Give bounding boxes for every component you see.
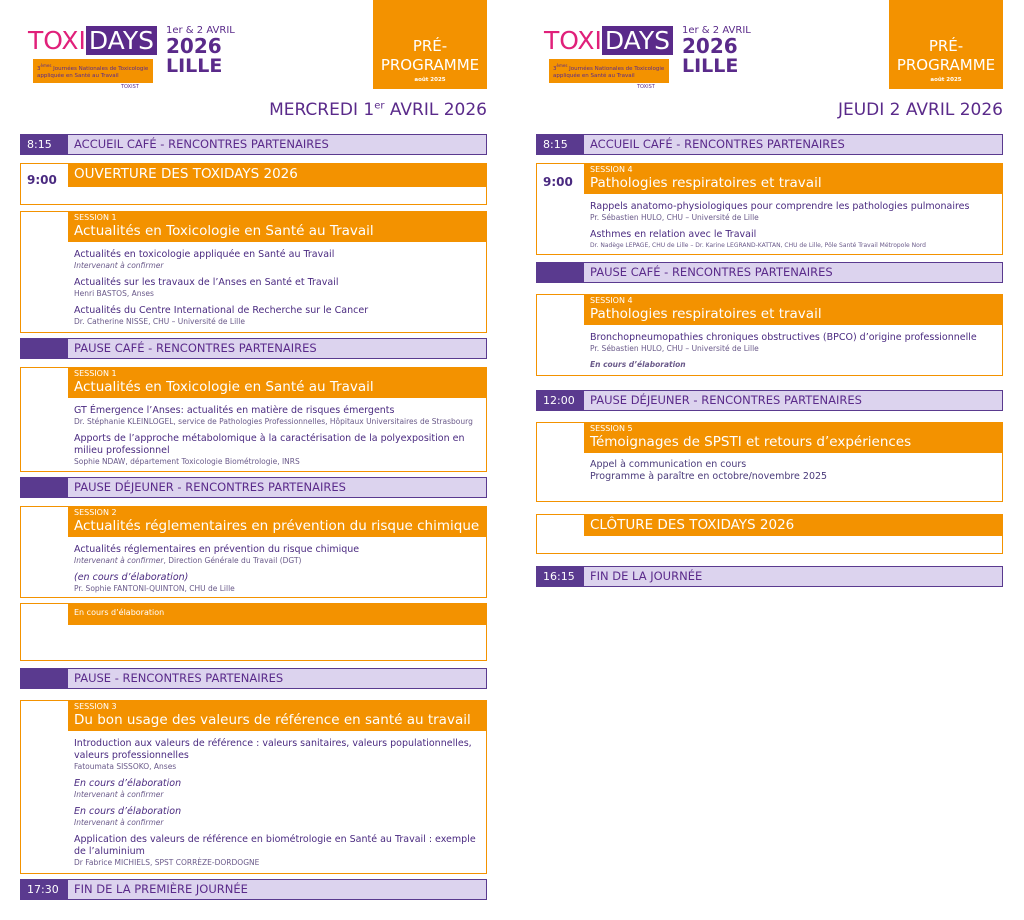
logo-days: DAYS bbox=[602, 26, 673, 55]
list-item: Asthmes en relation avec le Travail Dr. Nadège LEPAGE, CHU de Lille – Dr. Karine LEGRAND-KATTAN, CHU de Lille, Pôle Santé Travail Métropole Nord bbox=[590, 229, 926, 249]
event-dates: 1er & 2 AVRIL 2026 LILLE bbox=[682, 25, 751, 77]
day-title: JEUDI 2 AVRIL 2026 bbox=[837, 100, 1003, 120]
preprogram-badge: PRÉ- PROGRAMME août 2025 bbox=[373, 0, 487, 89]
day1-column bbox=[20, 0, 490, 920]
agenda-bar-pause: PAUSE - RENCONTRES PARTENAIRES bbox=[20, 668, 487, 689]
logo-toxi: TOXI bbox=[544, 26, 602, 55]
agenda-block-session3: SESSION 3 Du bon usage des valeurs de référence en santé au travail Introduction aux valeurs de référence : valeurs sanitaires, valeurs populationnelles, valeurs professionnelles Fatoumata SISSOKO, Anses En cours d’élaboration Intervenant à confirmer En cours d’élaboration Intervenant à confirmer Application des valeurs de référence en biométrologie en Santé au Travail : exemple de l’aluminium Dr Fabrice MICHIELS, SPST CORRÈZE-DORDOGNE bbox=[20, 700, 487, 874]
agenda-block-session4a: 9:00 SESSION 4 Pathologies respiratoires et travail Rappels anatomo-physiologiques pour comprendre les pathologies pulmonaires Pr. Sébastien HULO, CHU – Université de Lille Asthmes en relation avec le Travail Dr. Nadège LEPAGE, CHU de Lille – Dr. Karine LEGRAND-KATTAN, CHU de Lille, Pôle Santé Travail Métropole Nord bbox=[536, 163, 1003, 255]
agenda-bar-pause-cafe: PAUSE CAFÉ - RENCONTRES PARTENAIRES bbox=[20, 338, 487, 359]
list-item: En cours d’élaboration Intervenant à confirmer bbox=[74, 778, 182, 799]
preprogram-badge: PRÉ- PROGRAMME août 2025 bbox=[889, 0, 1003, 89]
logo-toxi: TOXI bbox=[28, 26, 86, 55]
agenda-block-ouverture: 9:00 OUVERTURE DES TOXIDAYS 2026 bbox=[20, 163, 487, 205]
list-item: Actualités en toxicologie appliquée en Santé au Travail Intervenant à confirmer bbox=[74, 249, 335, 270]
agenda-bar-accueil: 8:15 ACCUEIL CAFÉ - RENCONTRES PARTENAIRES bbox=[20, 134, 487, 155]
logo-brand: TOXIST bbox=[637, 84, 655, 90]
agenda-bar-accueil: 8:15 ACCUEIL CAFÉ - RENCONTRES PARTENAIRES bbox=[536, 134, 1003, 155]
agenda-block-session1b: SESSION 1 Actualités en Toxicologie en Santé au Travail GT Émergence l’Anses: actualités en matière de risques émergents Dr. Stéphanie KLEINLOGEL, service de Pathologies Professionnelles, Hôpitaux Universitaires de Strasbourg Apports de l’approche métabolomique à la caractérisation de la polyexposition en milieu professionnel Sophie NDAW, département Toxicologie Biométrologie, INRS bbox=[20, 367, 487, 472]
day2-column bbox=[536, 0, 1006, 920]
agenda-bar-fin: 16:15 FIN DE LA JOURNÉE bbox=[536, 566, 1003, 587]
list-item: En cours d’élaboration Intervenant à confirmer bbox=[74, 806, 182, 827]
list-item: Actualités sur les travaux de l’Anses en Santé et Travail Henri BASTOS, Anses bbox=[74, 277, 339, 298]
agenda-block-session2: SESSION 2 Actualités réglementaires en prévention du risque chimique Actualités réglementaires en prévention du risque chimique Intervenant à confirmer, Direction Générale du Travail (DGT) (en cours d’élaboration) Pr. Sophie FANTONI-QUINTON, CHU de Lille bbox=[20, 506, 487, 598]
list-item: Actualités réglementaires en prévention du risque chimique Intervenant à confirmer, Direction Générale du Travail (DGT) bbox=[74, 544, 360, 565]
list-item: Apports de l’approche métabolomique à la caractérisation de la polyexposition en milieu professionnel Sophie NDAW, département Toxicologie Biométrologie, INRS bbox=[74, 433, 465, 466]
list-item: Application des valeurs de référence en biométrologie en Santé au Travail : exemple de l’aluminium Dr Fabrice MICHIELS, SPST CORRÈZE-DORDOGNE bbox=[74, 834, 476, 867]
agenda-bar-dejeuner: 12:00 PAUSE DÉJEUNER - RENCONTRES PARTENAIRES bbox=[536, 390, 1003, 411]
day-title: MERCREDI 1er AVRIL 2026 bbox=[269, 100, 487, 120]
agenda-block-session4b: SESSION 4 Pathologies respiratoires et travail Bronchopneumopathies chroniques obstructives (BPCO) d’origine professionnelle Pr. Sébastien HULO, CHU – Université de Lille En cours d’élaboration bbox=[536, 294, 1003, 376]
list-item: Actualités du Centre International de Recherche sur le Cancer Dr. Catherine NISSE, CHU – Université de Lille bbox=[74, 305, 369, 326]
list-item: Bronchopneumopathies chroniques obstructives (BPCO) d’origine professionnelle Pr. Sébastien HULO, CHU – Université de Lille bbox=[590, 332, 977, 353]
list-item: GT Émergence l’Anses: actualités en matière de risques émergents Dr. Stéphanie KLEINLOGEL, service de Pathologies Professionnelles, Hôpitaux Universitaires de Strasbourg bbox=[74, 405, 473, 426]
logo-days: DAYS bbox=[86, 26, 157, 55]
list-item: Rappels anatomo-physiologiques pour comprendre les pathologies pulmonaires Pr. Sébastien HULO, CHU – Université de Lille bbox=[590, 201, 970, 222]
agenda-block-cloture: CLÔTURE DES TOXIDAYS 2026 bbox=[536, 514, 1003, 554]
agenda-bar-fin: 17:30 FIN DE LA PREMIÈRE JOURNÉE bbox=[20, 879, 487, 900]
agenda-block-session5: SESSION 5 Témoignages de SPSTI et retours d’expériences Appel à communication en cours Programme à paraître en octobre/novembre 2025 bbox=[536, 422, 1003, 502]
logo-subtitle: 3èmes Journées Nationales de Toxicologie appliquée en Santé au Travail bbox=[33, 59, 153, 83]
list-item: Introduction aux valeurs de référence : valeurs sanitaires, valeurs populationnelles, valeurs professionnelles Fatoumata SISSOKO, Anses bbox=[74, 738, 472, 771]
agenda-bar-pause-cafe: PAUSE CAFÉ - RENCONTRES PARTENAIRES bbox=[536, 262, 1003, 283]
list-item: En cours d’élaboration bbox=[590, 360, 686, 369]
logo-brand: TOXIST bbox=[121, 84, 139, 90]
agenda-block-elaboration: En cours d’élaboration bbox=[20, 603, 487, 661]
event-dates: 1er & 2 AVRIL 2026 LILLE bbox=[166, 25, 235, 77]
agenda-bar-dejeuner: PAUSE DÉJEUNER - RENCONTRES PARTENAIRES bbox=[20, 477, 487, 498]
logo-subtitle: 3èmes Journées Nationales de Toxicologie appliquée en Santé au Travail bbox=[549, 59, 669, 83]
list-item: (en cours d’élaboration) Pr. Sophie FANTONI-QUINTON, CHU de Lille bbox=[74, 572, 235, 593]
agenda-block-session1a: SESSION 1 Actualités en Toxicologie en Santé au Travail Actualités en toxicologie appliquée en Santé au Travail Intervenant à confirmer Actualités sur les travaux de l’Anses en Santé et Travail Henri BASTOS, Anses Actualités du Centre International de Recherche sur le Cancer Dr. Catherine NISSE, CHU – Université de Lille bbox=[20, 211, 487, 333]
